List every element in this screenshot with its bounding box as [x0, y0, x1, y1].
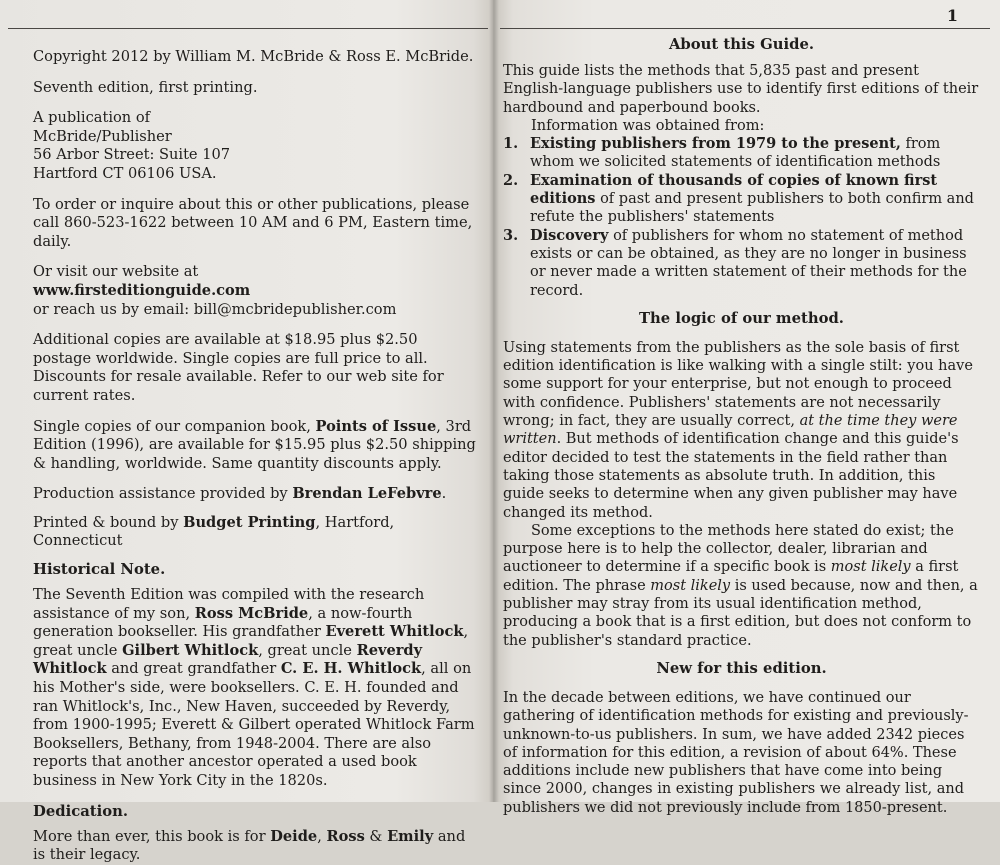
- method-list: [503, 135, 980, 300]
- production-credit: Production assistance provided by Brendan LeFebvre.: [33, 485, 447, 503]
- right-header-rule: [500, 28, 990, 29]
- new-edition-heading: New for this edition.: [656, 659, 827, 677]
- right-page: [493, 0, 1000, 816]
- logic-paragraph-1: Using statements from the publishers as the sole basis of first edition identification is like walking with a single stilt: you have some support for your enterprise, but not enough to proceed with confidence. Publishers' statements are not necessarily wrong; in fact, they are usually correct, at the time they were written. But methods of identification change and this guide's editor decided to test the statements in the field rather than taking those statements as absolute truth. In addition, this guide seeks to determine when any given publisher may have changed its method.: [503, 339, 973, 521]
- companion-title: Points of Issue: [315, 417, 437, 435]
- about-heading: About this Guide.: [668, 36, 815, 53]
- about-intro: This guide lists the methods that 5,835 past and present English-language publishers use to identify first editions of their hardbound and paperbound books.: [503, 63, 979, 116]
- dedication-heading: Dedication.: [33, 802, 129, 820]
- method-item: 3. Discovery of publishers for whom no statement of method exists or can be obtained, as they are no longer in business or never made a written statement of their methods for the record.: [503, 226, 967, 299]
- page-number: 1: [946, 6, 958, 25]
- email-line: or reach us by email: bill@mcbridepublisher.com: [33, 300, 397, 318]
- web-contact: [33, 263, 479, 319]
- historical-note-heading: Historical Note.: [33, 561, 166, 579]
- copyright-line: Copyright 2012 by William M. McBride & Ross E. McBride.: [33, 48, 474, 65]
- new-edition-paragraph: In the decade between editions, we have continued our gathering of identification methods for existing and previously-unknown-to-us publishers. In sum, we have added 2342 pieces of information for this edition, a revision of about 64%. These additions include new publishers that have come into being since 2000, changes in existing publishers we already list, and publishers we did not previously include from 1850-present.: [503, 689, 969, 816]
- logic-heading: The logic of our method.: [639, 309, 844, 327]
- info-from-line: Information was obtained from:: [531, 117, 765, 134]
- method-item: 1. Existing publishers from 1979 to the present, from whom we solicited statements of identification methods: [503, 135, 941, 171]
- printer-credit: Printed & bound by Budget Printing, Hartford, Connecticut: [33, 513, 395, 550]
- left-header-rule: [8, 28, 488, 29]
- publisher-address: A publication of McBride/Publisher 56 Arbor Street: Suite 107 Hartford CT 06106 USA.: [33, 109, 231, 182]
- additional-copies: Additional copies are available at $18.95 plus $2.50 postage worldwide. Single copies are full price to all. Discounts for resale available. Refer to our web site for current rates.: [33, 331, 444, 404]
- book-gutter: [489, 0, 499, 802]
- website-intro: Or visit our website at: [33, 263, 199, 281]
- left-page: [0, 0, 493, 864]
- historical-note: The Seventh Edition was compiled with the research assistance of my son, Ross McBride, a now-fourth generation bookseller. His grandfather Everett Whitlock, great uncle Gilbert Whitlock, great uncle Reverdy Whitlock and great grandfather C. E. H. Whitlock, all on his Mother's side, were booksellers. C. E. H. founded and ran Whitlock's, Inc., New Haven, succeeded by Reverdy, from 1900-1995; Everett & Gilbert operated Whitlock Farm Booksellers, Bethany, from 1948-2004. There are also reports that another ancestor operated a used book business in New York City in the 1820s.: [33, 586, 475, 789]
- website-link[interactable]: www.firsteditionguide.com: [33, 281, 251, 299]
- companion-book: Single copies of our companion book, Points of Issue, 3rd Edition (1996), are available for $15.95 plus $2.50 shipping & handling, worldwide. Same quantity discounts apply.: [33, 417, 476, 472]
- edition-line: Seventh edition, first printing.: [33, 78, 258, 96]
- dedication-text: More than ever, this book is for Deide, Ross & Emily and is their legacy.: [33, 827, 466, 864]
- order-info: To order or inquire about this or other publications, please call 860-523-1622 between 10 AM and 6 PM, Eastern time, daily.: [33, 195, 473, 250]
- method-item: 2. Examination of thousands of copies of known first editions of past and present publishers to both confirm and refute the publishers' statements: [503, 171, 974, 226]
- logic-paragraph-2: Some exceptions to the methods here stated do exist; the purpose here is to help the collector, dealer, librarian and auctioneer to determine if a specific book is most likely a first edition. The phrase most likely is used because, now and then, a publisher may stray from its usual identification method, producing a book that is a first edition, but does not conform to the publisher's standard practice.: [503, 522, 978, 649]
